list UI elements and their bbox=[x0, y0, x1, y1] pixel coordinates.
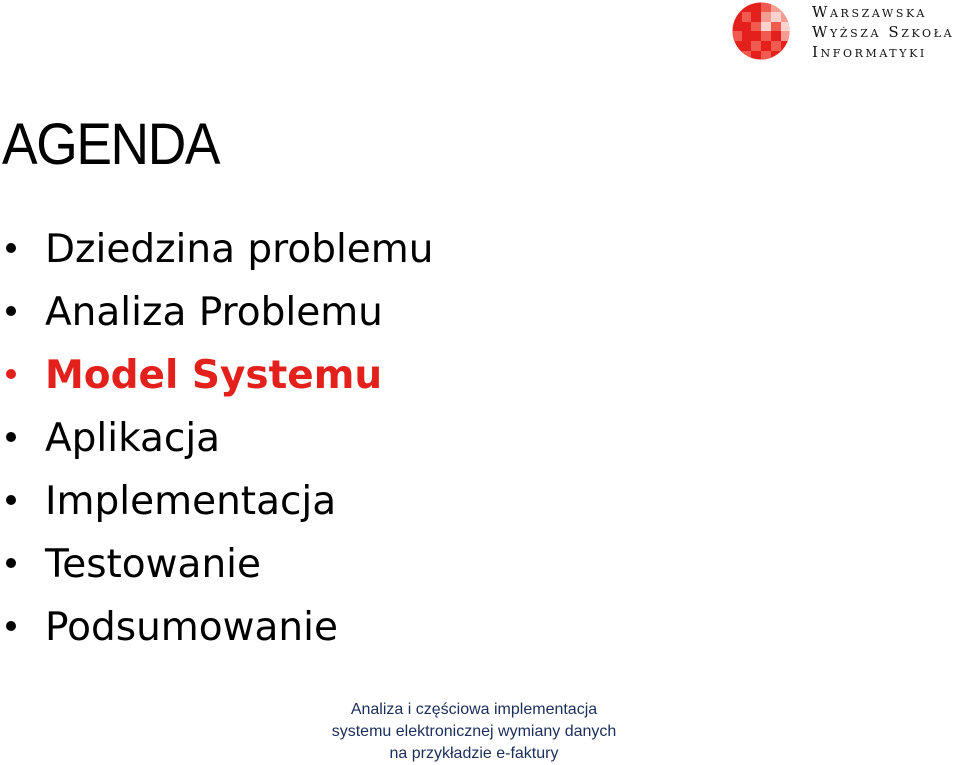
bullet-icon bbox=[6, 621, 16, 631]
agenda-item bbox=[0, 533, 434, 596]
agenda-list bbox=[0, 218, 434, 659]
slide-footer bbox=[300, 699, 648, 765]
bullet-icon bbox=[6, 495, 16, 505]
bullet-icon bbox=[6, 243, 16, 253]
agenda-item-label: Podsumowanie bbox=[45, 605, 338, 650]
agenda-item-label: Testowanie bbox=[45, 542, 262, 587]
bullet-icon bbox=[6, 369, 16, 379]
footer-line-2: systemu elektronicznej wymiany danych bbox=[331, 723, 617, 740]
footer-line-3: na przykładzie e-faktury bbox=[389, 745, 559, 762]
agenda-item-label: Implementacja bbox=[45, 479, 337, 524]
agenda-item-label: Analiza Problemu bbox=[45, 290, 383, 335]
agenda-item-label: Aplikacja bbox=[45, 416, 221, 461]
agenda-item bbox=[0, 407, 434, 470]
footer-line-1: Analiza i częściowa implementacja bbox=[350, 701, 598, 718]
agenda-item bbox=[0, 218, 434, 281]
logo-wordmark bbox=[812, 2, 954, 62]
logo-line-1: Warszawska bbox=[812, 3, 927, 21]
agenda-item bbox=[0, 470, 434, 533]
agenda-item-label: Dziedzina problemu bbox=[45, 227, 434, 272]
slide-title: AGENDA bbox=[2, 112, 220, 177]
agenda-item bbox=[0, 281, 434, 344]
school-logo bbox=[732, 2, 957, 62]
bullet-icon bbox=[6, 558, 16, 568]
logo-line-3: Informatyki bbox=[812, 43, 927, 61]
agenda-item bbox=[0, 344, 434, 407]
agenda-item-label: Model Systemu bbox=[45, 353, 383, 398]
bullet-icon bbox=[6, 432, 16, 442]
mosaic-logo-icon bbox=[732, 2, 790, 60]
agenda-item bbox=[0, 596, 434, 659]
bullet-icon bbox=[6, 306, 16, 316]
logo-line-2: Wyższa Szkoła bbox=[812, 23, 955, 41]
